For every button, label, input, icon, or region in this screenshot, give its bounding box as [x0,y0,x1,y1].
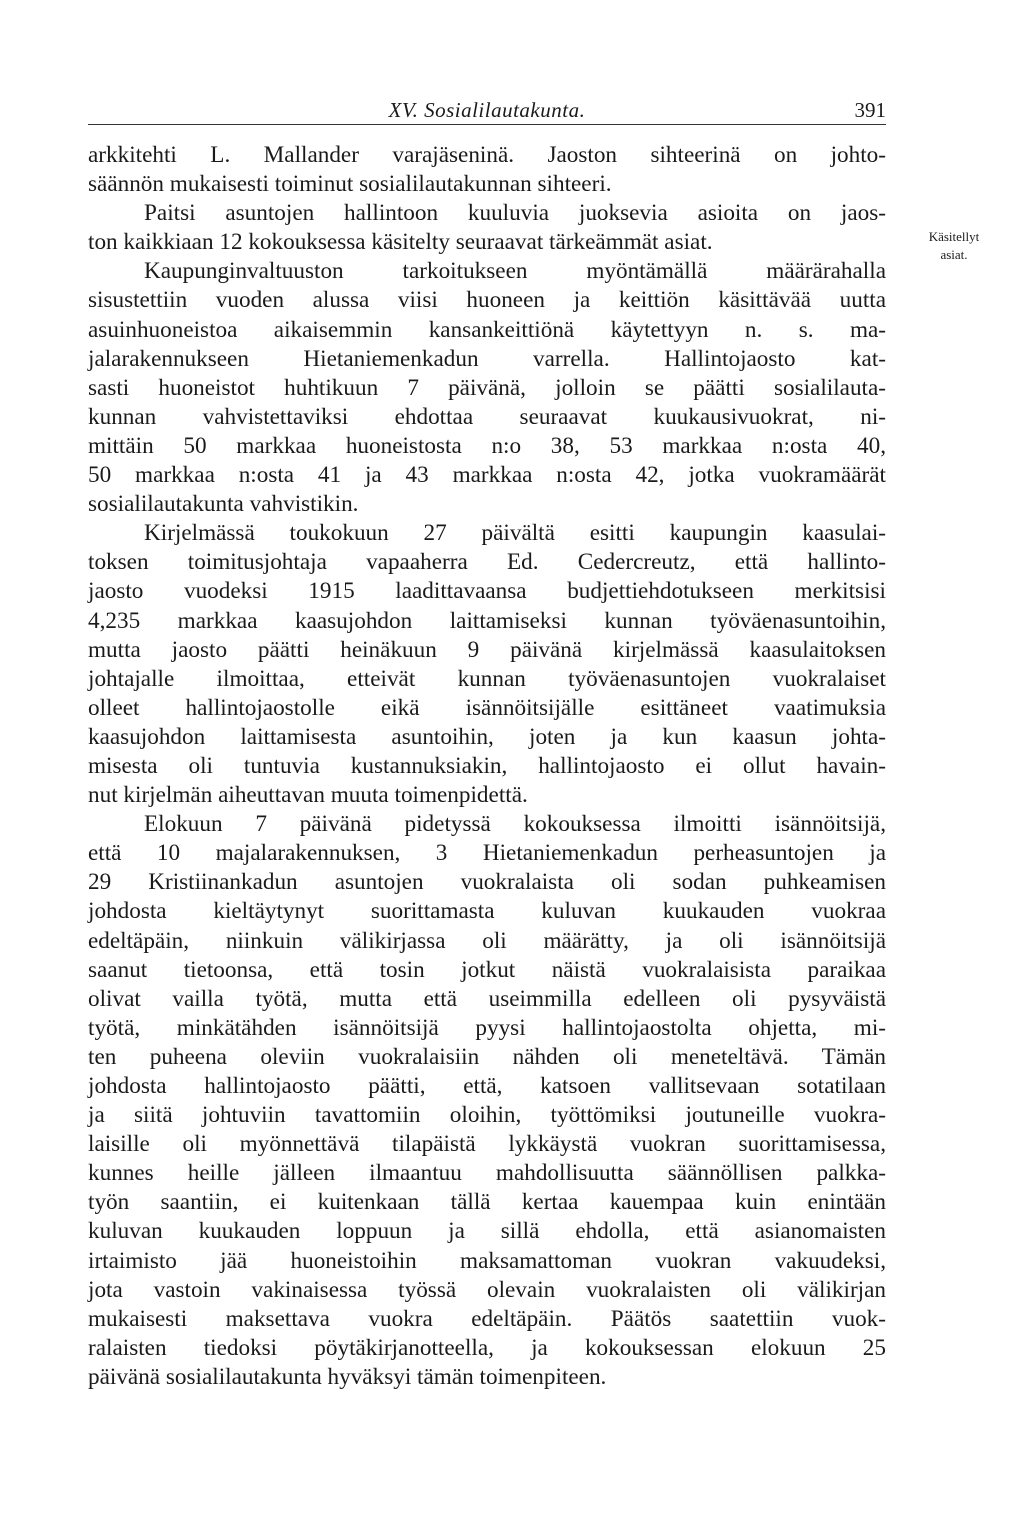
text-line: kaasujohdon laittamisesta asuntoihin, joten ja kun kaasun johta- [88,723,886,750]
text-line: 4,235 markkaa kaasujohdon laittamiseksi kunnan työväenasuntoihin, [88,607,886,634]
body-text [88,141,886,1392]
text-line: mutta jaosto päätti heinäkuun 9 päivänä kirjelmässä kaasulaitoksen [88,636,886,663]
text-line: 29 Kristiinankadun asuntojen vuokralaista oli sodan puhkeamisen [88,869,886,896]
text-line: edeltäpäin, niinkuin välikirjassa oli määrätty, ja oli isännöitsijä [88,927,886,954]
text-line: työn saantiin, ei kuitenkaan tällä kertaa kauempaa kuin enintään [88,1189,886,1216]
text-line: päivänä sosialilautakunta hyväksyi tämän toimenpiteen. [88,1363,607,1390]
running-header [88,98,886,125]
text-line: ralaisten tiedoksi pöytäkirjanotteella, ja kokouksessan elokuun 25 [88,1334,886,1361]
text-line: johdosta kieltäytynyt suorittamasta kuluvan kuukauden vuokraa [88,898,886,925]
text-line: irtaimisto jää huoneistoihin maksamattoman vuokran vakuudeksi, [88,1247,886,1274]
text-line: että 10 majalarakennuksen, 3 Hietaniemenkadun perheasuntojen ja [88,840,886,867]
text-line: sisustettiin vuoden alussa viisi huoneen ja keittiön käsittävää uutta [88,287,886,314]
text-line: Paitsi asuntojen hallintoon kuuluvia juoksevia asioita on jaos- [144,200,886,227]
text-line: ten puheena oleviin vuokralaisiin nähden oli meneteltävä. Tämän [88,1043,886,1070]
text-line: olivat vailla työtä, mutta että useimmilla edelleen oli pysyväistä [88,985,886,1012]
text-line: kunnan vahvistettaviksi ehdottaa seuraavat kuukausivuokrat, ni- [88,403,886,430]
text-line: asuinhuoneistoa aikaisemmin kansankeittiönä käytettyyn n. s. ma- [88,316,886,343]
text-line: ton kaikkiaan 12 kokouksessa käsitelty seuraavat tärkeämmät asiat. [88,229,713,256]
text-line: toksen toimitusjohtaja vapaaherra Ed. Cedercreutz, että hallinto- [88,549,886,576]
text-line: sosialilautakunta vahvistikin. [88,491,359,518]
margin-note-line: Käsitellyt [928,229,980,244]
text-line: jalarakennukseen Hietaniemenkadun varrella. Hallintojaosto kat- [88,345,886,372]
text-line: sasti huoneistot huhtikuun 7 päivänä, jolloin se päätti sosialilauta- [88,374,886,401]
text-line: olleet hallintojaostolle eikä isännöitsijälle esittäneet vaatimuksia [88,694,886,721]
text-line: kunnes heille jälleen ilmaantuu mahdollisuutta säännöllisen palkka- [88,1160,886,1187]
text-line: ja siitä johtuviin tavattomiin oloihin, työttömiksi joutuneille vuokra- [88,1102,886,1129]
text-line: mukaisesti maksettava vuokra edeltäpäin. Päätös saatettiin vuok- [88,1305,886,1332]
text-line: jaosto vuodeksi 1915 laadittavaansa budjettiehdotukseen merkitsisi [88,578,886,605]
text-line: työtä, minkätähden isännöitsijä pyysi hallintojaostolta ohjetta, mi- [88,1014,886,1041]
margin-note-line: asiat. [940,247,968,262]
text-line: 50 markkaa n:osta 41 ja 43 markkaa n:osta 42, jotka vuokramäärät [88,462,886,489]
text-line: arkkitehti L. Mallander varajäseninä. Jaoston sihteerinä on johto- [88,142,886,168]
text-line: saanut tietoonsa, että tosin jotkut näistä vuokralaisista paraikaa [88,956,886,983]
text-line: mittäin 50 markkaa huoneistosta n:o 38, 53 markkaa n:osta 40, [88,432,886,459]
text-line: Kaupunginvaltuuston tarkoitukseen myöntämällä määrärahalla [144,258,886,285]
text-line: nut kirjelmän aiheuttavan muuta toimenpidettä. [88,782,528,809]
page-number: 391 [854,98,886,122]
text-line: jota vastoin vakinaisessa työssä olevain vuokralaisten oli välikirjan [88,1276,886,1303]
text-line: säännön mukaisesti toiminut sosialilautakunnan sihteeri. [88,171,612,198]
text-line: Kirjelmässä toukokuun 27 päivältä esitti kaupungin kaasulai- [144,520,886,547]
chapter-title: XV. Sosialilautakunta. [388,98,586,122]
text-line: johtajalle ilmoittaa, etteivät kunnan työväenasuntojen vuokralaiset [88,665,886,692]
text-line: kuluvan kuukauden loppuun ja sillä ehdolla, että asianomaisten [88,1218,886,1245]
margin-note [904,228,1004,264]
text-line: misesta oli tuntuvia kustannuksiakin, hallintojaosto ei ollut havain- [88,752,886,779]
text-line: Elokuun 7 päivänä pidetyssä kokouksessa ilmoitti isännöitsijä, [144,811,886,838]
text-line: johdosta hallintojaosto päätti, että, katsoen vallitsevaan sotatilaan [88,1073,886,1099]
text-line: laisille oli myönnettävä tilapäistä lykkäystä vuokran suorittamisessa, [88,1131,886,1158]
